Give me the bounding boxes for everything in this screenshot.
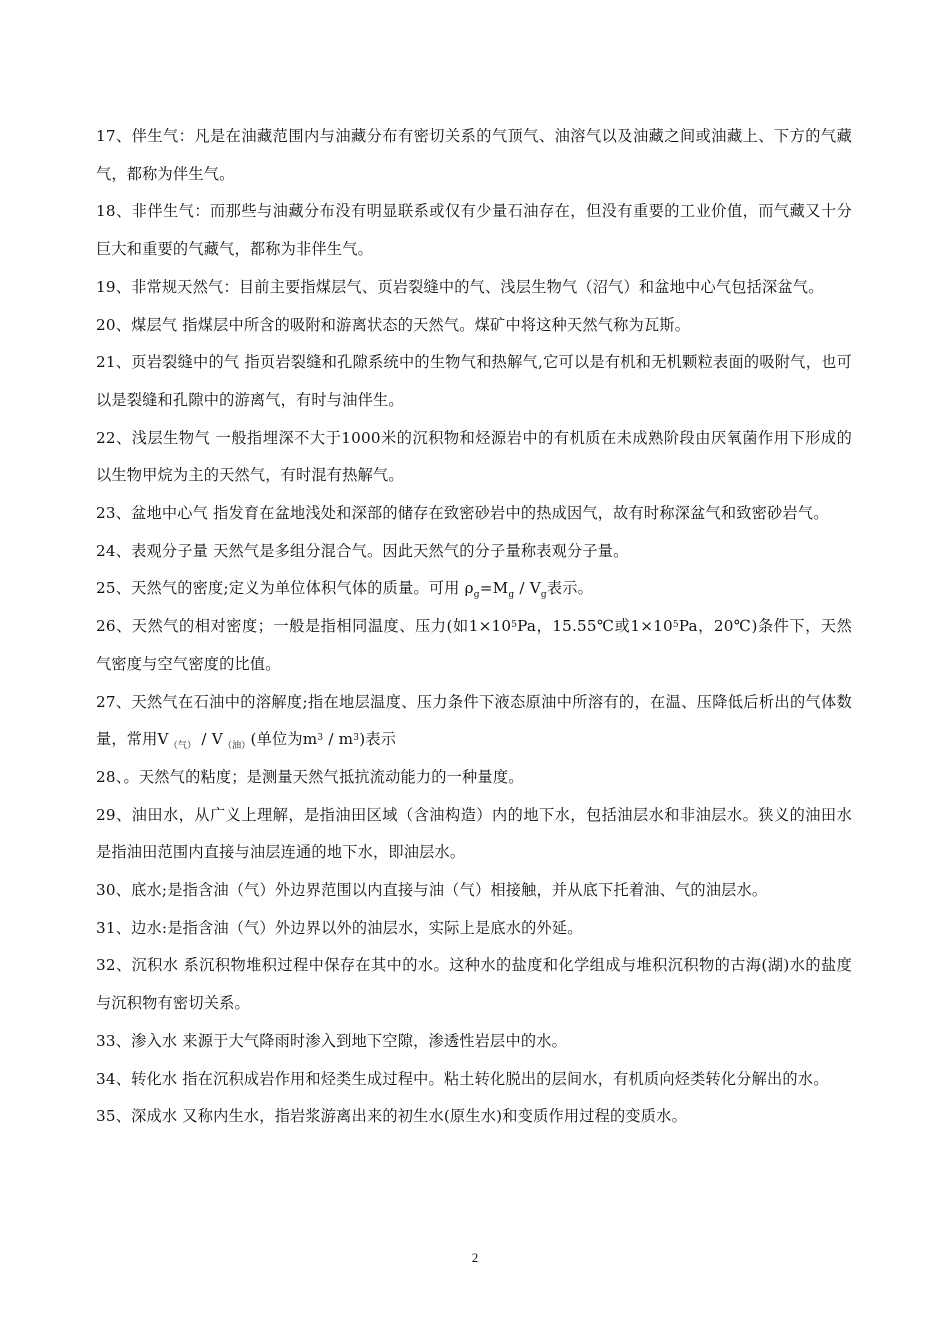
p25-text-mid-2: / V — [514, 579, 541, 598]
p27-text-post: )表示 — [359, 730, 397, 749]
p25-subscript-1: g — [473, 590, 480, 601]
p27-text-pre: 27、天然气在石油中的溶解度;指在地层温度、压力条件下液态原油中所溶有的，在温、压降低后析出的气体数量，常用V — [96, 692, 852, 749]
p27-superscript-2: 3 — [353, 733, 360, 744]
p27-text-mid-3: / m — [323, 730, 354, 749]
p26-text-post: Pa，20℃)条件下，天然气密度与空气密度的比值。 — [96, 617, 852, 673]
paragraph-25 — [96, 570, 852, 608]
p27-text-mid-2: (单位为m — [250, 730, 318, 749]
p25-subscript-2: g — [508, 590, 515, 601]
paragraph-29: 29、油田水，从广义上理解，是指油田区域（含油构造）内的地下水，包括油层水和非油层水。狭义的油田水是指油田范围内直接与油层连通的地下水，即油层水。 — [96, 805, 852, 862]
p26-text-mid-1: Pa，15.55℃或1×10 — [517, 617, 673, 636]
p25-text-post: 表示。 — [546, 579, 594, 598]
document-body — [96, 118, 852, 1136]
paragraph-20: 20、煤层气 指煤层中所含的吸附和游离状态的天然气。煤矿中将这种天然气称为瓦斯。 — [96, 315, 691, 334]
p27-subscript-2: （油） — [222, 741, 251, 752]
paragraph-22: 22、浅层生物气 一般指埋深不大于1000米的沉积物和烃源岩中的有机质在未成熟阶段由厌氧菌作用下形成的以生物甲烷为主的天然气，有时混有热解气。 — [96, 428, 852, 485]
paragraph-32: 32、沉积水 系沉积物堆积过程中保存在其中的水。这种水的盐度和化学组成与堆积沉积物的古海(湖)水的盐度与沉积物有密切关系。 — [96, 956, 852, 1013]
p25-subscript-3: g — [540, 590, 547, 601]
p27-text-mid-1: / V — [196, 730, 223, 749]
p26-text-pre: 26、天然气的相对密度；一般是指相同温度、压力(如1×10 — [96, 617, 512, 636]
page-number: 2 — [471, 1250, 479, 1265]
paragraph-34: 34、转化水 指在沉积成岩作用和烃类生成过程中。粘土转化脱出的层间水，有机质向烃类转化分解出的水。 — [96, 1069, 829, 1088]
p27-superscript-1: 3 — [317, 733, 324, 744]
paragraph-28: 28、。天然气的粘度；是测量天然气抵抗流动能力的一种量度。 — [96, 767, 524, 786]
paragraph-24: 24、表观分子量 天然气是多组分混合气。因此天然气的分子量称表观分子量。 — [96, 541, 629, 560]
p27-subscript-1: （气） — [168, 741, 197, 752]
paragraph-27 — [96, 684, 852, 759]
paragraph-21: 21、页岩裂缝中的气 指页岩裂缝和孔隙系统中的生物气和热解气,它可以是有机和无机颗粒表面的吸附气，也可以是裂缝和孔隙中的游离气，有时与油伴生。 — [96, 353, 852, 409]
paragraph-19: 19、非常规天然气：目前主要指煤层气、页岩裂缝中的气、浅层生物气（沼气）和盆地中心气包括深盆气。 — [96, 277, 824, 296]
paragraph-26 — [96, 608, 852, 683]
paragraph-33: 33、渗入水 来源于大气降雨时渗入到地下空隙，渗透性岩层中的水。 — [96, 1031, 567, 1050]
paragraph-18: 18、非伴生气：而那些与油藏分布没有明显联系或仅有少量石油存在，但没有重要的工业价值，而气藏又十分巨大和重要的气藏气，都称为非伴生气。 — [96, 202, 852, 259]
p26-superscript-1: 5 — [511, 620, 518, 631]
paragraph-30: 30、底水;是指含油（气）外边界范围以内直接与油（气）相接触，并从底下托着油、气的油层水。 — [96, 881, 768, 900]
paragraph-17: 17、伴生气：凡是在油藏范围内与油藏分布有密切关系的气顶气、油溶气以及油藏之间或油藏上、下方的气藏气，都称为伴生气。 — [96, 127, 852, 183]
paragraph-23: 23、盆地中心气 指发育在盆地浅处和深部的储存在致密砂岩中的热成因气，故有时称深盆气和致密砂岩气。 — [96, 504, 829, 523]
p25-text-mid-1: =M — [479, 579, 509, 598]
paragraph-35: 35、深成水 又称内生水，指岩浆游离出来的初生水(原生水)和变质作用过程的变质水。 — [96, 1107, 687, 1126]
paragraph-31: 31、边水:是指含油（气）外边界以外的油层水，实际上是底水的外延。 — [96, 918, 583, 937]
p26-superscript-2: 5 — [672, 620, 679, 631]
p25-text-pre: 25、天然气的密度;定义为单位体积气体的质量。可用 ρ — [96, 579, 474, 598]
